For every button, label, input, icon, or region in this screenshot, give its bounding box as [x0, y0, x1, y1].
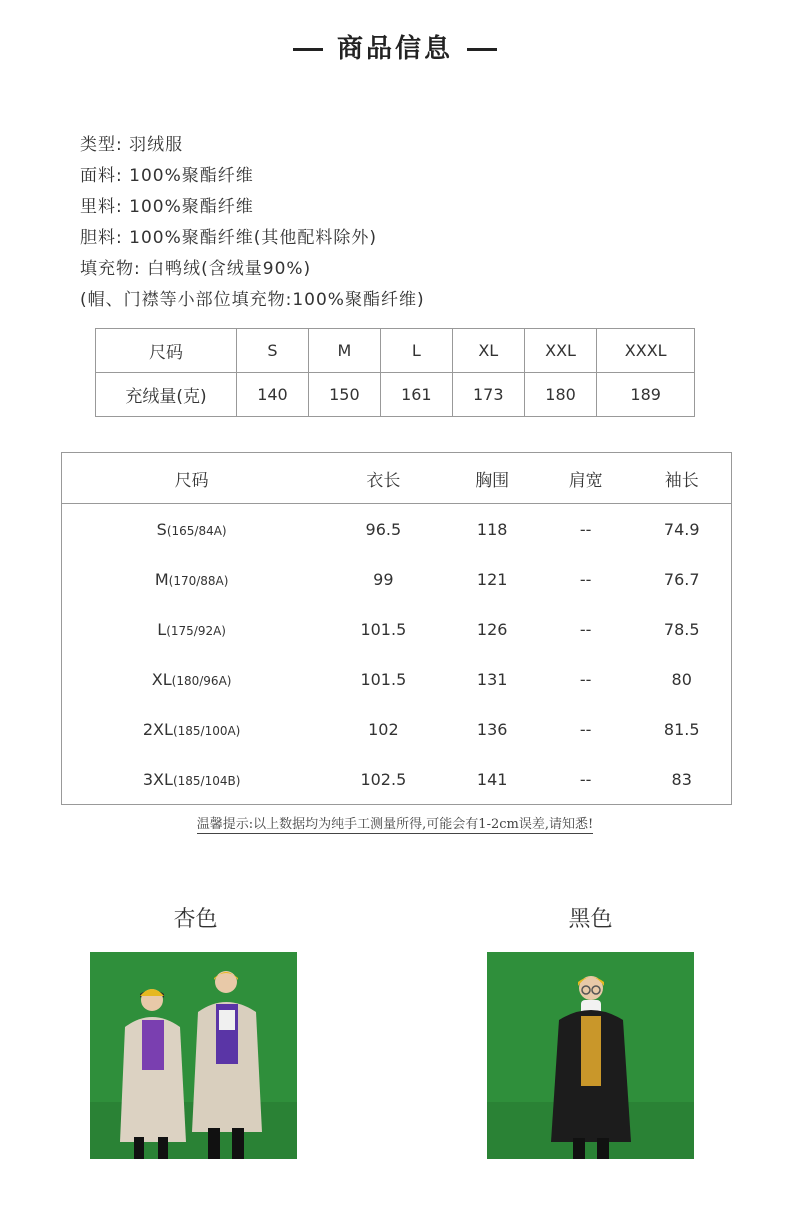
length-cell: 96.5 — [365, 519, 402, 539]
fill-size-cell: S — [237, 329, 309, 373]
chest-cell: 131 — [476, 669, 508, 689]
table-row — [62, 754, 732, 805]
col-header-length: 衣长 — [321, 453, 445, 504]
size-cell: M(170/88A) — [154, 569, 229, 589]
photo-apricot — [90, 952, 297, 1159]
length-cell: 102.5 — [360, 769, 407, 789]
shoulder-cell: -- — [579, 669, 592, 689]
col-header-shoulder: 肩宽 — [539, 453, 633, 504]
length-cell: 102 — [368, 719, 399, 739]
product-info — [80, 130, 425, 316]
sleeve-cell: 74.9 — [663, 519, 700, 539]
fill-size-header: 尺码 — [96, 329, 237, 373]
size-chart-table — [61, 452, 732, 805]
fill-weight-cell: 189 — [597, 373, 695, 417]
chest-cell: 118 — [476, 519, 508, 539]
info-type: 类型: 羽绒服 — [80, 135, 184, 155]
table-row — [62, 504, 732, 555]
info-fabric: 面料: 100%聚酯纤维 — [80, 166, 254, 186]
chest-cell: 136 — [476, 719, 508, 739]
fill-weight-cell: 180 — [524, 373, 597, 417]
fill-weight-cell: 140 — [237, 373, 309, 417]
sleeve-cell: 76.7 — [663, 569, 700, 589]
color-label-apricot: 杏色 — [173, 907, 218, 932]
fill-weight-cell: 173 — [452, 373, 524, 417]
fill-size-cell: L — [380, 329, 452, 373]
size-cell: 3XL(185/104B) — [142, 769, 241, 789]
table-row — [96, 373, 695, 417]
fill-weight-table — [95, 328, 695, 417]
photo-black — [487, 952, 694, 1159]
col-header-size: 尺码 — [62, 453, 322, 504]
fill-weight-cell: 161 — [380, 373, 452, 417]
chest-cell: 141 — [476, 769, 508, 789]
photo-black-illustration — [487, 952, 694, 1159]
table-row — [62, 554, 732, 604]
shoulder-cell: -- — [579, 569, 592, 589]
size-cell: L(175/92A) — [157, 619, 226, 639]
measurement-note — [0, 813, 790, 832]
size-cell: XL(180/96A) — [151, 669, 232, 689]
chest-cell: 126 — [476, 619, 508, 639]
length-cell: 101.5 — [360, 619, 407, 639]
shoulder-cell: -- — [579, 619, 592, 639]
photo-apricot-illustration — [90, 952, 297, 1159]
note-text: 温馨提示:以上数据均为纯手工测量所得,可能会有1-2cm误差,请知悉! — [196, 817, 594, 832]
col-header-sleeve: 袖长 — [632, 453, 731, 504]
table-row — [62, 704, 732, 754]
table-row — [62, 654, 732, 704]
sleeve-cell: 80 — [671, 669, 692, 689]
title-dash-left — [293, 48, 323, 51]
info-filling: 填充物: 白鸭绒(含绒量90%) — [80, 259, 312, 279]
title-text: 商品信息 — [336, 34, 453, 64]
shoulder-cell: -- — [579, 719, 592, 739]
length-cell: 99 — [373, 569, 394, 589]
fill-size-cell: XXL — [524, 329, 597, 373]
table-row — [62, 604, 732, 654]
info-lining: 里料: 100%聚酯纤维 — [80, 197, 254, 217]
color-label-black: 黑色 — [568, 907, 613, 932]
info-small-parts: (帽、门襟等小部位填充物:100%聚酯纤维) — [80, 290, 425, 310]
fill-size-cell: XL — [452, 329, 524, 373]
title-dash-right — [467, 48, 497, 51]
table-row — [96, 329, 695, 373]
fill-weight-cell: 150 — [308, 373, 380, 417]
table-header-row — [62, 453, 732, 504]
size-cell: S(165/84A) — [156, 519, 227, 539]
size-cell: 2XL(185/100A) — [142, 719, 241, 739]
page-title — [0, 28, 790, 65]
col-header-chest: 胸围 — [445, 453, 539, 504]
sleeve-cell: 78.5 — [663, 619, 700, 639]
sleeve-cell: 83 — [671, 769, 692, 789]
fill-weight-header: 充绒量(克) — [96, 373, 237, 417]
shoulder-cell: -- — [579, 519, 592, 539]
info-liner: 胆料: 100%聚酯纤维(其他配料除外) — [80, 228, 377, 248]
shoulder-cell: -- — [579, 769, 592, 789]
fill-size-cell: M — [308, 329, 380, 373]
chest-cell: 121 — [476, 569, 508, 589]
length-cell: 101.5 — [360, 669, 407, 689]
fill-size-cell: XXXL — [597, 329, 695, 373]
sleeve-cell: 81.5 — [663, 719, 700, 739]
